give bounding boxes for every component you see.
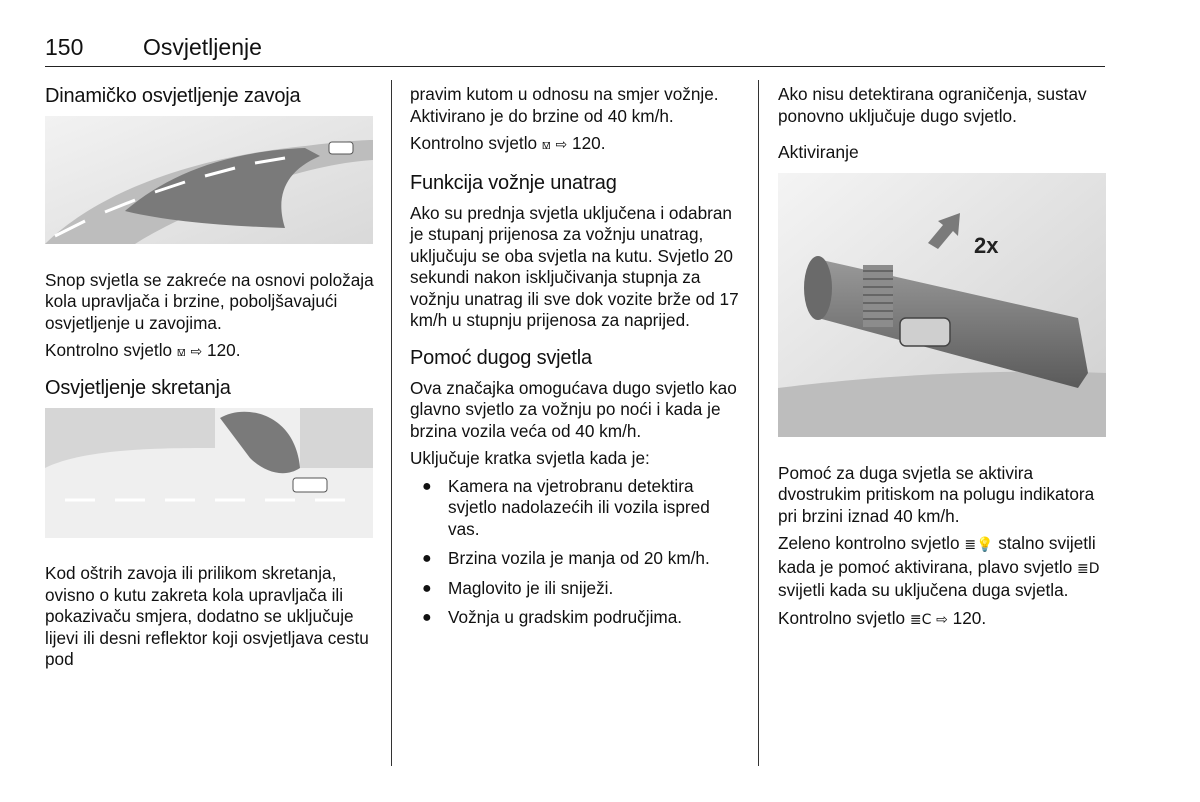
list-item: ● Vožnja u gradskim područjima. xyxy=(422,607,683,627)
lamp-reference-a: Kontrolno svjetlo ⟏ ⇨ 120. xyxy=(45,340,241,360)
page-reference-arrow-icon: ⇨ xyxy=(190,344,203,360)
dynamic-cornering-illustration xyxy=(45,116,375,250)
column-middle xyxy=(410,84,740,637)
page-reference-arrow-icon: ⇨ xyxy=(936,611,948,628)
paragraph-indicator-lamps: Zeleno kontrolno svjetlo ≣💡 stalno svijetli kada je pomoć aktivirana, plavo svjetlo ≣D svijetli kada su uključena duga svjetla. xyxy=(778,533,1100,600)
heading-dynamic-cornering: Dinamičko osvjetljenje zavoja xyxy=(45,85,301,107)
column-left xyxy=(45,84,375,677)
list-item: ● Maglovito je ili sniježi. xyxy=(422,577,614,598)
turning-light-illustration xyxy=(45,408,375,544)
paragraph-highbeam-assist: Ova značajka omogućava dugo svjetlo kao glavno svjetlo za vožnju po noći i kada je brzina vozila veća od 40 km/h. xyxy=(410,377,737,441)
list-item: ● Kamera na vjetrobranu detektira svjetlo nadolazećih ili vozila ispred vas. xyxy=(422,475,710,539)
column-divider xyxy=(391,80,392,766)
paragraph-turning-light: Kod oštrih zavoja ili prilikom skretanja, ovisno o kutu zakreta kola upravljača ili pokazivaču smjera, dodatno se uključuje lijevi ili desni reflektor koji osvjetljava cestu pod xyxy=(45,563,369,669)
bullet-icon: ● xyxy=(422,477,432,495)
cornering-light-icon: ⟏ xyxy=(176,344,186,360)
paragraph-restore: Ako nisu detektirana ograničenja, sustav ponovno uključuje dugo svjetlo. xyxy=(778,84,1087,126)
cornering-light-icon: ⟏ xyxy=(541,137,551,153)
paragraph-reverse-function: Ako su prednja svjetla uključena i odabran je stupanj prijenosa za vožnju unatrag, uključuju se oba svjetla na kutu. Svjetlo 20 sekundi nakon isključivanja stupnja za vožnju unatrag ili sve dok vozite brže od 17 km/h u stupnju prijenosa za naprijed. xyxy=(410,202,739,330)
list-item: ● Brzina vozila je manja od 20 km/h. xyxy=(422,548,710,568)
stalk-press-count-label: 2x xyxy=(974,233,999,258)
lamp-reference-b: Kontrolno svjetlo ⟏ ⇨ 120. xyxy=(410,133,606,153)
column-divider xyxy=(758,80,759,766)
column-right xyxy=(778,84,1108,637)
lamp-reference-c: Kontrolno svjetlo ≣C ⇨ 120. xyxy=(778,607,987,628)
paragraph-dynamic-cornering: Snop svjetla se zakreće na osnovi položaja kola upravljača i brzine, poboljšavajući osvjetljenje u zavojima. xyxy=(45,269,374,333)
heading-turning-light: Osvjetljenje skretanja xyxy=(45,376,231,399)
low-beam-conditions-list xyxy=(410,476,740,629)
stalk-activation-illustration xyxy=(778,173,1108,443)
highbeam-assist-icon: ≣C xyxy=(909,611,932,628)
highbeam-icon: ≣D xyxy=(1077,560,1100,577)
page-header xyxy=(45,32,1105,67)
bullet-icon: ● xyxy=(422,609,432,626)
bullet-icon: ● xyxy=(422,579,432,597)
page-reference-arrow-icon: ⇨ xyxy=(555,137,568,153)
paragraph-low-beam-intro: Uključuje kratka svjetla kada je: xyxy=(410,448,650,468)
heading-activation: Aktiviranje xyxy=(778,142,859,162)
page-title: Osvjetljenje xyxy=(143,34,262,60)
highbeam-assist-icon: ≣💡 xyxy=(964,537,994,553)
bullet-icon: ● xyxy=(422,550,432,567)
heading-highbeam-assist: Pomoć dugog svjetla xyxy=(410,346,592,369)
paragraph-continued: pravim kutom u odnosu na smjer vožnje. Aktivirano je do brzine od 40 km/h. xyxy=(410,84,719,126)
heading-reverse-function: Funkcija vožnje unatrag xyxy=(410,171,617,194)
page-number: 150 xyxy=(45,34,84,60)
paragraph-activate: Pomoć za duga svjetla se aktivira dvostrukim pritiskom na polugu indikatora pri brzini iznad 40 km/h. xyxy=(778,462,1095,526)
